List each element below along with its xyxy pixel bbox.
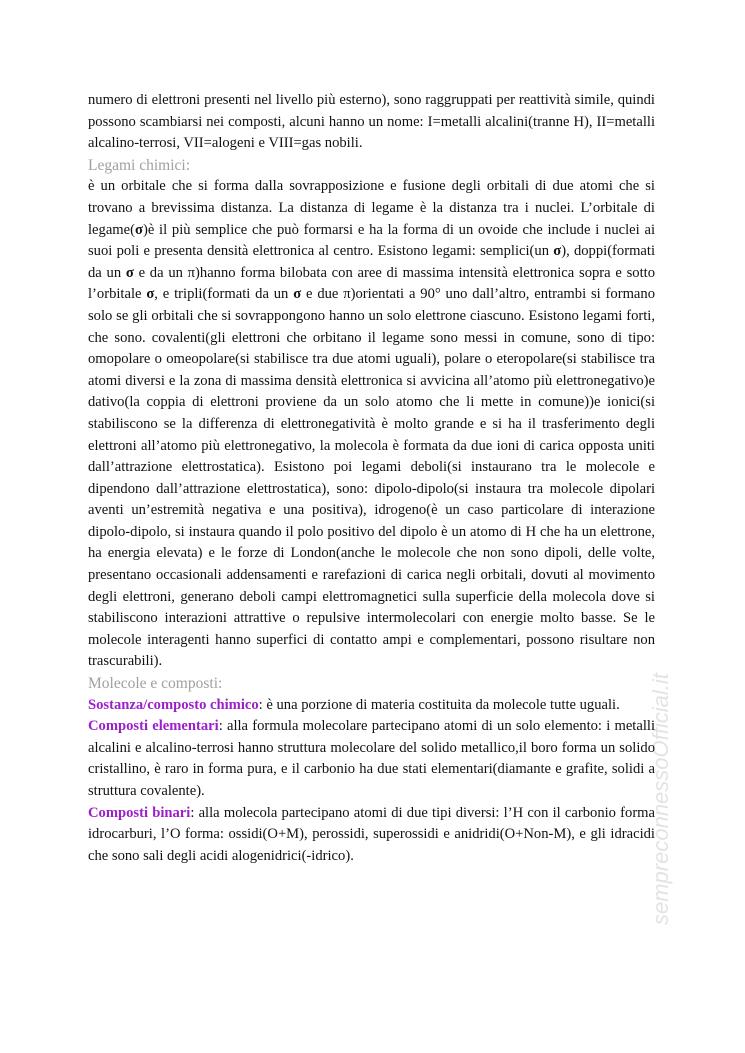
term-sostanza: Sostanza/composto chimico [88,696,259,713]
term-elementari: Composti elementari [88,718,219,735]
legami-text-4: e da un π)hanno forma bilobata con aree di massima intensità elettronica sopra e sotto l’orbitale [88,264,655,303]
section-heading-molecole: Molecole e composti: [88,675,223,693]
legami-paragraph [88,176,655,673]
intro-paragraph: numero di elettroni presenti nel livello più esterno), sono raggruppati per reattività simile, quindi possono scambiarsi nei composti, alcuni hanno un nome: I=metalli alcalini(tranne H), II=metalli alcalino-terrosi, VII=alogeni e VIII=gas nobili. [88,92,655,152]
binari-paragraph [88,803,655,868]
sigma-symbol: σ [293,286,302,303]
sostanza-paragraph [88,695,655,717]
sigma-symbol: σ [135,221,143,238]
term-binari: Composti binari [88,804,191,821]
legami-text-2: )è il più semplice che può formarsi e ha la forma di un ovoide che include i nuclei ai suoi poli e presenta densità elettronica al centro. Esistono legami: semplici(un [88,221,655,260]
legami-text-6: e due π)orientati a 90° uno dall’altro, entrambi si formano solo se gli orbitali che si sovrappongono hanno un solo elettrone ciascuno. Esistono legami forti, che sono. covalenti(gli elettroni che orbitano il legame sono messi in comune, sono di tipo: omopolare o omeopolare(si stabilisce tra due atomi uguali), polare o eteropolare(si stabilisce tra atomi diversi e la zona di massima densità elettronica si avvicina all’atomo più elettronegativo)e dativo(la coppia di elettroni proviene da un solo atomo che li mette in comune))e ionici(si stabiliscono se la differenza di elettronegatività è molto grande e si ha il trasferimento degli elettroni all’atomo più elettronegativo, la molecola è formata da due ioni di carica opposta uniti dall’attrazione elettrostatica). Esistono poi legami deboli(si instaurano tra le molecole e dipendono dall’attrazione elettrostatica), sono: dipolo-dipolo(si instaura tra molecole dipolari aventi un’estremità negativa e una positiva), idrogeno(è un caso particolare di interazione dipolo-dipolo, si instaura quando il polo positivo del dipolo è un atomo di H che ha un elettrone, ha energia elevata) e le forze di London(anche le molecole che non sono dipoli, delle volte, presentano occasionali addensamenti e rarefazioni di carica negli orbitali, dovuti al movimento degli elettroni, generano deboli campi elettromagnetici sulla superficie della molecola dove si stabiliscono interazioni attrattive o repulsive intermolecolari con energie molto basse. Se le molecole interagenti hanno superfici di contatto ampi e complementari, possono risultare non trascurabili). [88,286,655,670]
sostanza-definition: : è una porzione di materia costituita da molecole tutte uguali. [258,696,620,713]
watermark-text: sempreconnessoOfficial.it [648,673,673,925]
binari-definition: : alla molecola partecipano atomi di due tipi diversi: l’H con il carbonio forma idrocarburi, l’O forma: ossidi(O+M), perossidi, superossidi e anidridi(O+Non-M), e gli idracidi che sono sali degli acidi alogenidrici(-idrico). [88,804,656,864]
sigma-symbol: σ [146,286,155,303]
sigma-symbol: σ [125,264,134,281]
legami-text-3: ), doppi(formati da un [88,243,656,281]
sigma-symbol: σ [553,243,562,260]
elementari-definition: : alla formula molecolare partecipano atomi di un solo elemento: i metalli alcalini e alcalino-terrosi hanno struttura molecolare del solido metallico,il boro forma un solido cristallino, è raro in forma pura, e il carbonio ha due stati elementari(diamante e grafite, solidi a struttura covalente). [88,718,655,799]
document-page [88,90,655,867]
elementari-paragraph [88,716,655,802]
legami-text-1: è un orbitale che si forma dalla sovrapposizione e fusione degli orbitali di due atomi che si trovano a brevissima distanza. La distanza di legame è la distanza tra i nuclei. L’orbitale di legame( [88,178,655,238]
section-heading-legami: Legami chimici: [88,156,191,174]
legami-text-5: , e tripli(formati da un [154,286,294,303]
